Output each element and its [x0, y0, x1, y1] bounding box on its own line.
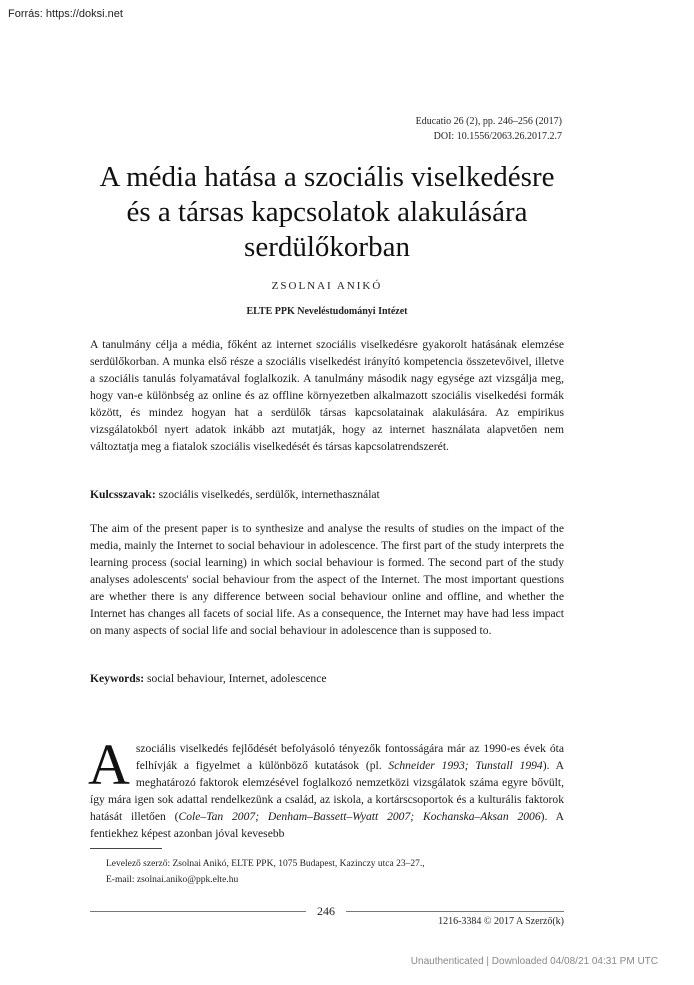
footer-rule-right — [346, 911, 564, 912]
journal-citation: Educatio 26 (2), pp. 246–256 (2017) — [415, 116, 562, 127]
keywords-hungarian-label: Kulcsszavak: — [90, 488, 156, 501]
body-text-part-2: ). A meghatározó faktorok elemzésével foglalkozó nemzetközi vizsgálatok száma egyre bővült, így mára igen sok adattal rendelkezünk a család, az iskola, a kortárscsoportok és a kulturális faktorok hatását illetően ( — [90, 759, 565, 823]
keywords-hungarian-text: szociális viselkedés, serdülők, internethasználat — [155, 488, 380, 501]
author-affiliation: ELTE PPK Neveléstudományi Intézet — [246, 306, 408, 317]
source-label: Forrás: https://doksi.net — [8, 8, 123, 20]
abstract-english: The aim of the present paper is to synthesize and analyse the results of studies on the impact of the media, mainly the Internet to social behaviour in adolescence. The first part of the study interprets the learning process (social learning) in which social behaviour is formed. The second part of the study analyses adolescents' social behaviour from the aspect of the Internet. The most important questions are whether there is any difference between social behaviour online and offline, and whether the Internet has changes all facets of social life. As a consequence, the Internet may have had less impact on many aspects of social life and social behaviour in adolescence than is supposed to. — [90, 522, 564, 637]
keywords-english-label: Keywords: — [90, 672, 145, 685]
body-paragraph — [88, 732, 565, 842]
article-title: A média hatása a szociális viselkedésre és a társas kapcsolatok alakulására serdülőkorban — [99, 161, 555, 263]
footnote-address: Levelező szerző: Zsolnai Anikó, ELTE PPK, 1075 Budapest, Kazinczy utca 23–27., — [106, 859, 425, 869]
download-note: Unauthenticated | Downloaded 04/08/21 04:31 PM UTC — [410, 956, 658, 967]
keywords-english — [90, 670, 564, 687]
footnote-divider — [90, 848, 162, 849]
footnote — [106, 856, 566, 888]
keywords-english-text: social behaviour, Internet, adolescence — [144, 672, 327, 685]
drop-cap: A — [88, 732, 130, 797]
footer-rule-left — [90, 911, 306, 912]
page-number: 246 — [317, 904, 335, 918]
journal-doi: DOI: 10.1556/2063.26.2017.2.7 — [433, 131, 562, 142]
footnote-email: E-mail: zsolnai.aniko@ppk.elte.hu — [106, 875, 239, 885]
body-text-part-3: ). A fentiekhez képest azonban jóval kevesebb — [90, 810, 564, 840]
abstract-hungarian: A tanulmány célja a média, főként az internet szociális viselkedésre gyakorolt hatásának elemzése serdülőkorban. A munka első része a szociális viselkedést irányító kompetencia összetevőivel, illetve a szociális tanulás folyamatával foglalkozik. A tanulmány második nagy egysége azt vizsgálja meg, hogy van-e különbség az online és az offline környezetben alkalmazott szociális viselkedési formák között, és mindez hogyan hat a serdülők társas kapcsolatainak alakulására. Az empirikus vizsgálatokból nyert adatok inkább azt mutatják, hogy az internet használata alapvetően nem változtatja meg a fiatalok szociális viselkedését és társas kapcsolatrendszerét. — [90, 338, 564, 453]
body-text-part-1: szociális viselkedés fejlődését befolyásoló tényezők fontosságára már az 1990-es évek óta felhívják a figyelmet a különböző kutatások (pl. — [135, 742, 564, 772]
author-name: ZSOLNAI ANIKÓ — [271, 280, 383, 292]
citation-2: Cole–Tan 2007; Denham–Bassett–Wyatt 2007; Kochanska–Aksan 2006 — [178, 810, 541, 823]
copyright-notice: 1216-3384 © 2017 A Szerző(k) — [438, 916, 564, 927]
journal-info — [416, 114, 562, 144]
keywords-hungarian — [90, 486, 564, 503]
citation-1: Schneider 1993; Tunstall 1994 — [388, 759, 543, 772]
